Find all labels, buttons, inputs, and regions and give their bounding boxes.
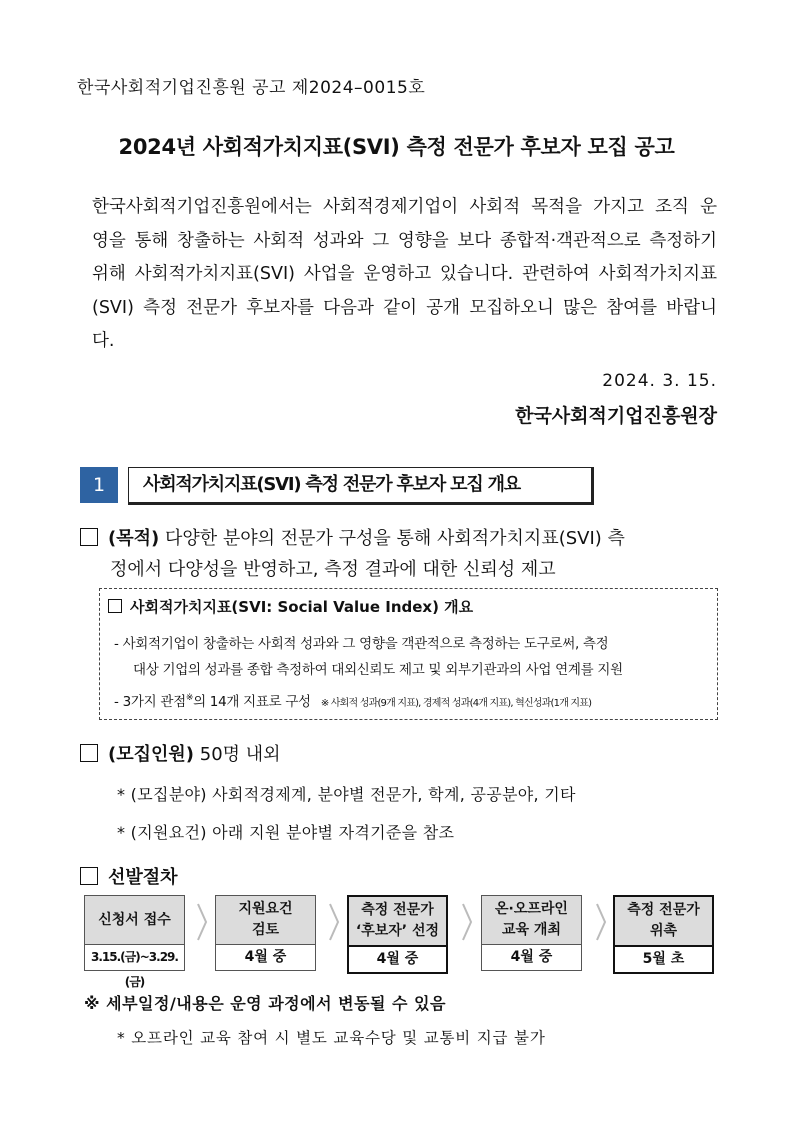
svi-line-3-a: - 3가지 관점 (114, 694, 186, 710)
svi-box-title (108, 596, 473, 617)
purpose-text-2: 정에서 다양성을 반영하고, 측정 결과에 대한 신뢰성 제고 (110, 559, 556, 580)
section-title: 사회적가치지표(SVI) 측정 전문가 후보자 모집 개요 (128, 467, 594, 505)
purpose-item (80, 523, 720, 585)
step-label: 측정 전문가 위촉 (613, 895, 714, 947)
step-label: 온·오프라인 교육 개최 (481, 895, 582, 945)
process-step-1 (84, 895, 185, 989)
section-number: 1 (80, 467, 118, 503)
notice-number: 한국사회적기업진흥원 공고 제2024–0015호 (77, 78, 426, 98)
process-step-4 (481, 895, 582, 971)
recruit-requirement-note: * (지원요건) 아래 지원 분야별 자격기준을 참조 (117, 823, 455, 842)
svi-line-3-sup: ※ (185, 693, 194, 703)
checkbox-bullet-icon (108, 599, 122, 613)
notice-date: 2024. 3. 15. (602, 371, 717, 391)
chevron-right-icon (195, 902, 209, 942)
process-step-3 (347, 895, 448, 974)
recruit-field-note: * (모집분야) 사회적경제계, 분야별 전문가, 학계, 공공분야, 기타 (117, 785, 576, 804)
step-when: 3.15.(금)~3.29.(금) (84, 945, 185, 971)
schedule-change-note: ※ 세부일정/내용은 운영 과정에서 변동될 수 있음 (84, 994, 446, 1013)
step-label: 신청서 접수 (84, 895, 185, 945)
recruit-value: 50명 내외 (194, 744, 281, 765)
offline-allowance-note: * 오프라인 교육 참여 시 별도 교육수당 및 교통비 지급 불가 (117, 1029, 546, 1047)
step-when: 5월 초 (613, 947, 714, 974)
svi-line-3-b: 의 14개 지표로 구성 (193, 694, 311, 710)
purpose-label: (목적) (108, 528, 160, 549)
step-when: 4월 중 (215, 945, 316, 971)
process-step-5 (613, 895, 714, 974)
process-heading (80, 863, 178, 889)
checkbox-bullet-icon (80, 528, 98, 546)
checkbox-bullet-icon (80, 867, 98, 885)
step-when: 4월 중 (481, 945, 582, 971)
page-title: 2024년 사회적가치지표(SVI) 측정 전문가 후보자 모집 공고 (118, 135, 675, 159)
svi-line-3 (114, 690, 591, 710)
step-label: 측정 전문가 ‘후보자’ 선정 (347, 895, 448, 947)
svi-line-2: 대상 기업의 성과를 종합 측정하여 대외신뢰도 제고 및 외부기관과의 사업 연계를 지원 (133, 662, 623, 678)
process-step-2 (215, 895, 316, 971)
recruit-label: (모집인원) (108, 744, 195, 765)
chevron-right-icon (460, 902, 474, 942)
step-when: 4월 중 (347, 947, 448, 974)
svi-line-3-note: ※ 사회적 성과(9개 지표), 경제적 성과(4개 지표), 혁신성과(1개 지표) (320, 698, 592, 709)
intro-paragraph: 한국사회적기업진흥원에서는 사회적경제기업이 사회적 목적을 가지고 조직 운영을 통해 창출하는 사회적 성과와 그 영향을 보다 종합적·객관적으로 측정하기 위해 사회적가치지표(SVI) 사업을 운영하고 있습니다. 관련하여 사회적가치지표(SVI) 측정 전문가 후보자를 다음과 같이 공개 모집하오니 많은 참여를 바랍니다. (92, 197, 717, 351)
svi-line-1: - 사회적기업이 창출하는 사회적 성과와 그 영향을 객관적으로 측정하는 도구로써, 측정 (114, 636, 609, 652)
checkbox-bullet-icon (80, 744, 98, 762)
step-label: 지원요건 검토 (215, 895, 316, 945)
svi-title-text: 사회적가치지표(SVI: Social Value Index) 개요 (130, 598, 474, 616)
chevron-right-icon (594, 902, 608, 942)
recruit-item (80, 740, 281, 766)
chevron-right-icon (327, 902, 341, 942)
process-title: 선발절차 (108, 867, 178, 888)
issuer-org: 한국사회적기업진흥원장 (515, 405, 717, 427)
purpose-text-1: 다양한 분야의 전문가 구성을 통해 사회적가치지표(SVI) 측 (159, 528, 625, 549)
svi-overview-box (99, 588, 718, 720)
